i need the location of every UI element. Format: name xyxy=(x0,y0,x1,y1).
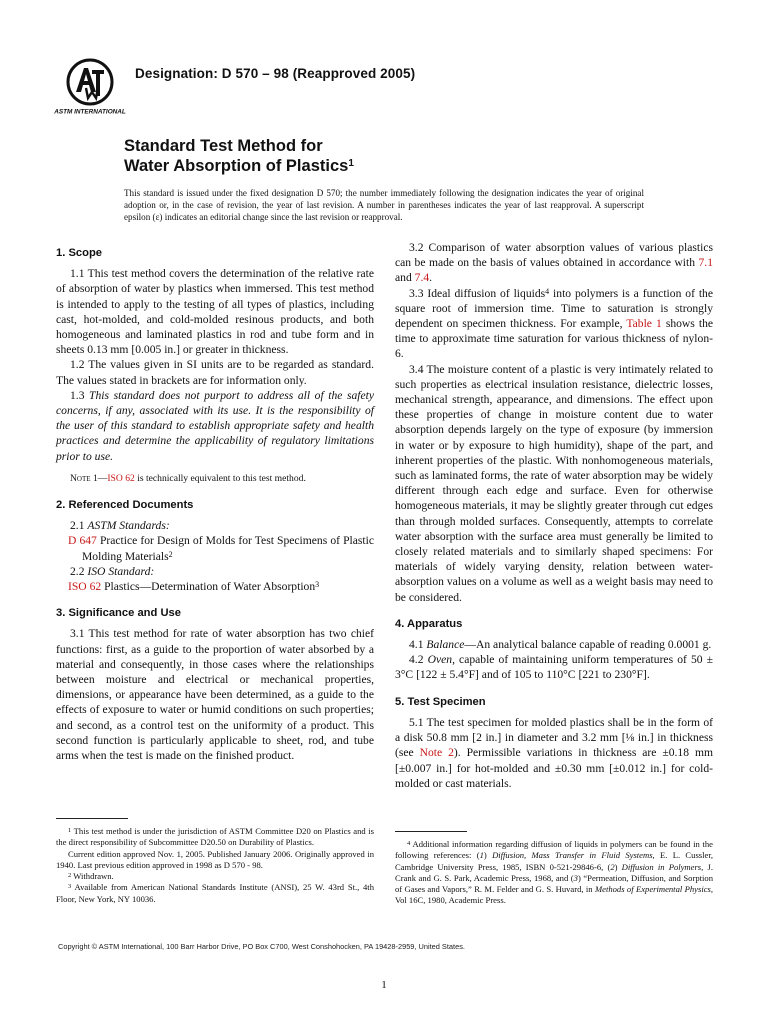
iso-62-link[interactable]: ISO 62 xyxy=(107,472,135,484)
document-title xyxy=(124,136,354,176)
para-4-1-num: 4.1 xyxy=(409,638,427,652)
f4-n3: 3 xyxy=(573,872,578,883)
para-4-1-text: —An analytical balance capable of reading 0.0001 g. xyxy=(464,638,712,652)
f4-i1: Diffusion, Mass Transfer in Fluid Systems, xyxy=(492,850,655,861)
title-footnote-mark: 1 xyxy=(348,158,354,169)
note-num: 1— xyxy=(90,472,108,484)
table-1-link[interactable]: Table 1 xyxy=(626,317,662,331)
footnote-3-text: Available from American National Standards Institute (ANSI), 25 W. 43rd St., 4th Floor, New York, NY 10036. xyxy=(56,882,374,904)
f4-n2: 2 xyxy=(610,861,615,872)
footnotes-left xyxy=(56,826,374,905)
f4-g: Vol 16C, 1980, Academic Press. xyxy=(395,895,506,906)
footnotes-right xyxy=(395,839,713,907)
para-3-4: 3.4 The moisture content of a plastic is very intimately related to such properties as electrical insulation resistance, dielectric losses, mechanical strength, appearance, and dimensions. The effect upon these properties of change in moisture content due to water absorption depends largely on the type of exposure (by immersion in water or by exposure to high humidity), shape of the part, and inherent properties of the plastic. With nonhomogeneous materials, such as laminated forms, the rate of water absorption may be widely different through each edge and surface. Even for otherwise homogeneous materials, it may be slightly greater through cut edges than through molded surfaces. Consequently, attempts to correlate water absorption with the surface area must generally be limited to closely related materials and to similarly shaped specimens: For materials of widely varying density, relation between water-absorption values on a volume as well as a weight basis may need to be considered. xyxy=(395,362,713,604)
iso62-ref-link[interactable]: ISO 62 xyxy=(68,580,102,594)
left-column xyxy=(56,238,374,763)
f4-a: Additional information regarding diffusion of liquids in polymers can be found in the following references: ( xyxy=(395,839,713,861)
footnote-4-mark: 4 xyxy=(407,840,411,847)
section-heading-significance: 3. Significance and Use xyxy=(56,607,181,620)
para-3-2-end: . xyxy=(429,271,433,285)
para-2-1-num: 2.1 xyxy=(70,519,88,533)
para-3-3 xyxy=(395,286,713,362)
iso62-footnote-mark: 3 xyxy=(315,580,320,590)
para-1-3-num: 1.3 xyxy=(70,388,90,402)
para-3-3-c: shows the time to approximate time saturation for various thickness of nylon-6. xyxy=(395,317,714,361)
para-4-2-text: , capable of maintaining uniform temperatures of 50 ± 3°C [122 ± 5.4°F] and of 105 to 110°C [221 to 230°F]. xyxy=(395,653,713,682)
f4-e: J. Crank and G. S. Park, Academic Press, 1968, and ( xyxy=(395,861,713,883)
footnote-3-mark: 3 xyxy=(68,883,72,891)
section-heading-specimen: 5. Test Specimen xyxy=(395,695,486,708)
footnote-2-mark: 2 xyxy=(68,872,72,880)
footnote-rule-left xyxy=(56,818,128,819)
para-5-1-b: ). Permissible variations in thickness are ±0.18 mm [±0.007 in.] for hot-molded and ±0.30 mm [±0.012 in.] for cold-molded or cast materials. xyxy=(395,746,713,790)
title-line-1: Standard Test Method for xyxy=(124,137,323,155)
title-line-2 xyxy=(124,156,354,176)
f4-d: ) xyxy=(614,861,622,872)
para-3-2-text: 3.2 Comparison of water absorption values of various plastics can be made on the basis of values obtained in accordance with xyxy=(395,241,713,270)
para-2-2-num: 2.2 xyxy=(70,564,88,578)
para-3-3-b: into polymers is a function of the square root of immersion time. Time to saturation is strongly dependent on specimen thickness. For example, xyxy=(395,286,713,331)
para-2-1-label: ASTM Standards: xyxy=(87,519,170,533)
logo-text: ASTM INTERNATIONAL xyxy=(54,108,126,116)
footnote-2 xyxy=(56,871,374,882)
para-4-1-term: Balance xyxy=(426,638,465,652)
note-label: Note xyxy=(70,472,91,484)
page-number: 1 xyxy=(381,979,387,991)
para-3-2 xyxy=(395,240,713,286)
para-4-2-num: 4.2 xyxy=(409,653,428,667)
note-2-link[interactable]: Note 2 xyxy=(419,746,454,760)
f4-i2: Diffusion in Polymers, xyxy=(621,861,704,872)
d647-link[interactable]: D 647 xyxy=(68,534,97,548)
footnote-1-edition: Current edition approved Nov. 1, 2005. Published January 2006. Originally approved in 1940. Last previous edition approved in 1998 as D 570 - 98. xyxy=(56,848,374,870)
link-7-1[interactable]: 7.1 xyxy=(698,256,713,270)
para-1-3-text: This standard does not purport to address all of the safety concerns, if any, associated with its use. It is the responsibility of the user of this standard to establish appropriate safety and health practices and determine the applicability of regulatory limitations prior to use. xyxy=(56,388,374,463)
d647-footnote-mark: 2 xyxy=(168,549,173,559)
ref-iso62 xyxy=(56,579,374,594)
footnote-3 xyxy=(56,882,374,905)
f4-n1: 1 xyxy=(479,850,484,861)
f4-i3: Methods of Experimental Physics, xyxy=(594,884,714,895)
para-4-2-term: Oven xyxy=(427,653,453,667)
note-1 xyxy=(56,471,374,486)
section-heading-refdocs: 2. Referenced Documents xyxy=(56,499,194,512)
para-3-1: 3.1 This test method for rate of water absorption has two chief functions: first, as a guide to the proportion of water absorbed by a material and consequently, in those cases where the relationships between moisture and electrical or mechanical properties, dimensions, or appearance have been determined, as a guide to the effects of exposure to water or humid conditions on such properties; and second, as a control test on the uniformity of a product. This second function is particularly applicable to sheet, rod, and tube arms when the test is made on the finished product. xyxy=(56,627,374,763)
para-3-2-mid: and xyxy=(395,271,415,285)
ref-d647 xyxy=(56,533,374,563)
d647-text: Practice for Design of Molds for Test Specimens of Plastic Molding Materials xyxy=(82,534,374,563)
section-heading-scope: 1. Scope xyxy=(56,247,103,259)
para-3-3-footnote-mark: 4 xyxy=(545,286,550,296)
para-2-2-label: ISO Standard: xyxy=(87,564,155,578)
para-2-1 xyxy=(56,518,374,533)
title-line-2-text: Water Absorption of Plastics xyxy=(124,157,349,175)
iso62-text: Plastics—Determination of Water Absorption xyxy=(101,580,316,594)
footnote-4 xyxy=(395,839,713,907)
f4-c: E. L. Cussler, Cambridge University Press, 1985, ISBN 0-521-29846-6, ( xyxy=(395,850,713,872)
para-1-2: 1.2 The values given in SI units are to be regarded as standard. The values stated in brackets are for information only. xyxy=(56,358,374,387)
footnote-2-text: Withdrawn. xyxy=(71,871,114,882)
footnote-1-text: This test method is under the jurisdiction of ASTM Committee D20 on Plastics and is the direct responsibility of Subcommittee D20.50 on Durability of Plastics. xyxy=(56,826,374,848)
para-1-3 xyxy=(56,388,374,464)
astm-logo xyxy=(54,52,126,116)
para-2-2 xyxy=(56,564,374,579)
para-5-1-a: 5.1 The test specimen for molded plastics shall be in the form of a disk 50.8 mm [2 in.] in diameter and 3.2 mm [⅛ in.] in thickness (see xyxy=(395,715,713,760)
para-5-1 xyxy=(395,715,713,791)
note-text: is technically equivalent to this test method. xyxy=(134,472,306,484)
f4-f: ) “Permeation, Diffusion, and Sorption of Gases and Vapors,” R. M. Felder and G. S. Huvard, in xyxy=(395,872,713,895)
para-4-1 xyxy=(395,637,713,652)
footnote-1-mark: 1 xyxy=(68,827,72,834)
footnote-rule-right xyxy=(395,831,467,832)
link-7-4[interactable]: 7.4 xyxy=(414,271,430,285)
f4-b: ) xyxy=(483,850,493,861)
right-column xyxy=(395,240,713,791)
issued-note: This standard is issued under the fixed designation D 570; the number immediately following the designation indicates the year of original adoption or, in the case of revision, the year of last revision. A number in parentheses indicates the year of last reapproval. A superscript epsilon (ε) indicates an editorial change since the last revision or reapproval. xyxy=(124,188,644,223)
para-1-1: 1.1 This test method covers the determination of the relative rate of absorption of water by plastics when immersed. This test method is intended to apply to the testing of all types of plastics, including cast, hot-molded, and cold-molded resinous products, and both homogeneous and laminated plastics in rod and tube form and in sheets 0.13 mm [0.005 in.] or greater in thickness. xyxy=(56,267,374,357)
designation: Designation: D 570 – 98 (Reapproved 2005) xyxy=(135,66,416,81)
section-heading-apparatus: 4. Apparatus xyxy=(395,617,463,630)
para-4-2 xyxy=(395,652,713,682)
footnote-1 xyxy=(56,826,374,849)
para-3-3-a: 3.3 Ideal diffusion of liquids xyxy=(409,286,546,300)
copyright-line: Copyright © ASTM International, 100 Barr Harbor Drive, PO Box C700, West Conshohocken, PA 19428-2959, United States. xyxy=(58,942,465,951)
